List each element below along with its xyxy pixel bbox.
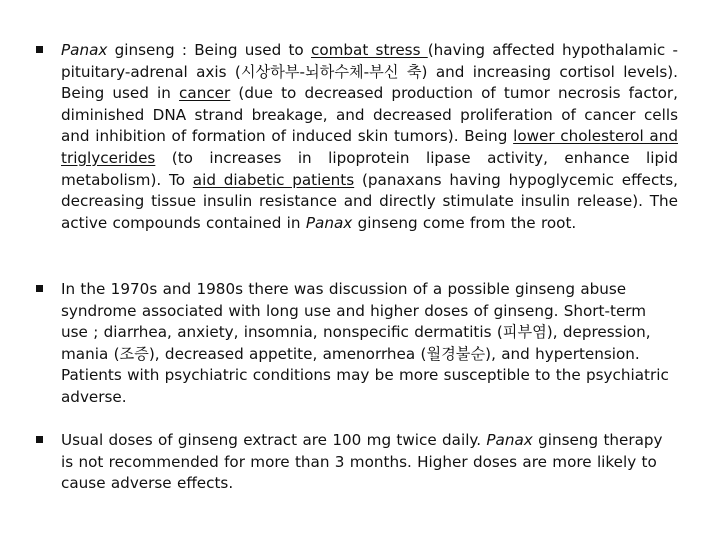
text-segment: Panax xyxy=(486,431,533,449)
bullet-text xyxy=(61,279,678,409)
text-segment-underlined: combat stress xyxy=(310,41,428,59)
bullet-item-dosage xyxy=(36,430,678,495)
text-segment: (to increases in lipoprotein lipase activity, enhance lipid metabolism). To xyxy=(61,148,678,189)
text-segment: Panax xyxy=(305,213,353,232)
text-segment: Panax xyxy=(61,41,108,59)
text-segment: Usual doses of ginseng extract are 100 mg twice daily. xyxy=(61,431,487,449)
square-bullet-icon xyxy=(36,436,43,443)
text-segment: ginseng therapy is not recommended for more than 3 months. Higher doses are more likely to cause adverse effects. xyxy=(61,431,663,493)
text-segment-underlined: aid diabetic patients xyxy=(192,170,355,189)
bullet-text xyxy=(61,40,678,234)
square-bullet-icon xyxy=(36,46,43,53)
bullet-text xyxy=(61,430,678,495)
text-segment: (due to decreased production of tumor necrosis factor, diminished DNA strand breakage, and decreased proliferation of cancer cells and inhibition of formation of induced skin tumors). Being xyxy=(61,84,678,146)
text-segment: (panaxans having hypoglycemic effects, decreasing tissue insulin resistance and directly stimulate insulin release). The active compounds contained in xyxy=(61,170,678,232)
bullet-item-abuse-syndrome xyxy=(36,279,678,409)
bullet-item-uses xyxy=(36,40,678,234)
square-bullet-icon xyxy=(36,285,43,292)
text-segment: (having affected hypothalamic -pituitary-adrenal axis (시상하부-뇌하수체-부신 축) and increasing cortisol levels). Being used in xyxy=(61,41,678,103)
text-segment-underlined: lower cholesterol and triglycerides xyxy=(61,127,678,167)
text-segment-underlined: cancer xyxy=(179,84,231,103)
text-segment: ginseng : Being used to xyxy=(107,41,311,59)
text-segment: In the 1970s and 1980s there was discussion of a possible ginseng abuse syndrome associated with long use and higher doses of ginseng. Short-term use ; diarrhea, anxiety, insomnia, nonspecific dermatitis (피부염), depression, mania (조증), decreased appetite, amenorrhea (월경불순), and hypertension. Patients with psychiatric conditions may be more susceptible to the psychiatric adverse. xyxy=(61,280,669,406)
text-segment: ginseng come from the root. xyxy=(352,213,577,232)
